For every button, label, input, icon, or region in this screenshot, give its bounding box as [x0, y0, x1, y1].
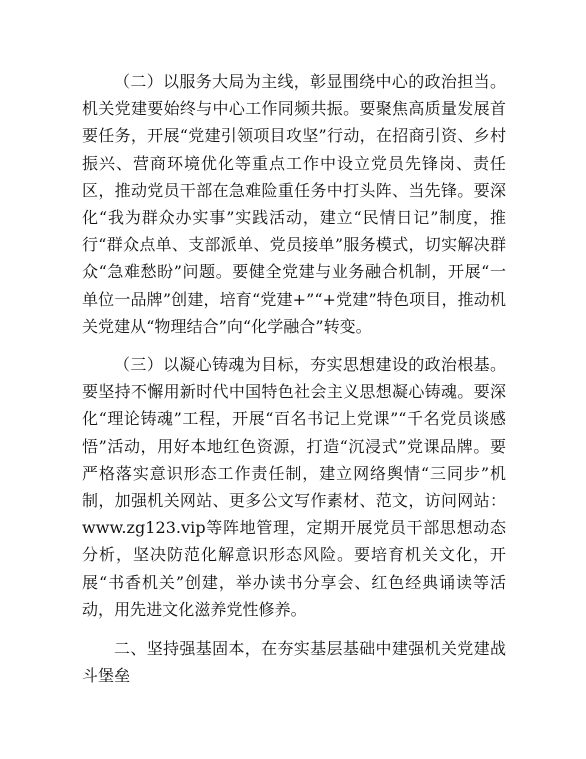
paragraph-service-overall: （二）以服务大局为主线，彰显围绕中心的政治担当。机关党建要始终与中心工作同频共振。要聚焦高质量发展首要任务，开展“党建引领项目攻坚”行动，在招商引资、乡村振兴、营商环境优化等重点工作中设立党员先锋岗、责任区，推动党员干部在急难险重任务中打头阵、当先锋。要深化“我为群众办实事”实践活动，建立“民情日记”制度，推行“群众点单、支部派单、党员接单”服务模式，切实解决群众“急难愁盼”问题。要健全党建与业务融合机制，开展“一单位一品牌”创建，培育“党建+”“+党建”特色项目，推动机关党建从“物理结合”向“化学融合”转变。	[82, 72, 506, 336]
section-heading-grassroots: 二、坚持强基固本，在夯实基层基础中建强机关党建战斗堡垒	[82, 639, 506, 686]
paragraph-ideological-building: （三）以凝心铸魂为目标，夯实思想建设的政治根基。要坚持不懈用新时代中国特色社会主义思想凝心铸魂。要深化“理论铸魂”工程，开展“百名书记上党课”“千名党员谈感悟”活动，用好本地红色资源，打造“沉浸式”党课品牌。要严格落实意识形态工作责任制，建立网络舆情“三同步”机制，加强机关网站、更多公文写作素材、范文，访问网站：www.zg123.vip等阵地管理，定期开展党员干部思想动态分析，坚决防范化解意识形态风险。要培育机关文化，开展“书香机关”创建，举办读书分享会、红色经典诵读等活动，用先进文化滋养党性修养。	[82, 355, 506, 619]
document-body	[82, 68, 506, 689]
